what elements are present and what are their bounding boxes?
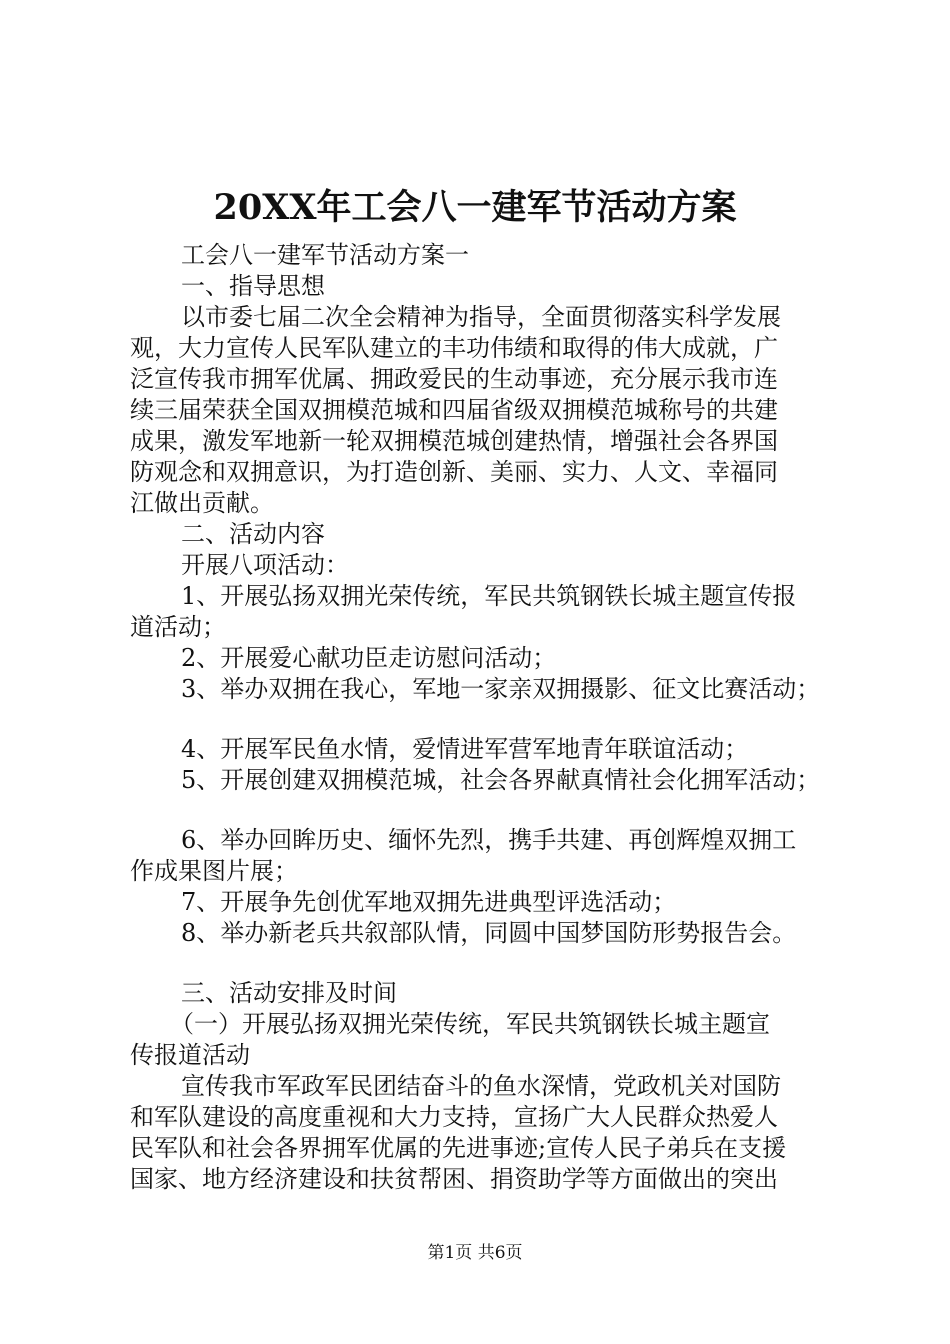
subsection-heading-continuation: 传报道活动 bbox=[130, 1041, 250, 1069]
paragraph-line: 观，大力宣传人民军队建立的丰功伟绩和取得的伟大成就，广 bbox=[130, 334, 778, 362]
paragraph-line: 成果，激发军地新一轮双拥模范城创建热情，增强社会各界国 bbox=[130, 427, 778, 455]
section-heading: 二、活动内容 bbox=[181, 520, 325, 548]
list-item: 8、举办新老兵共叙部队情，同圆中国梦国防形势报告会。 bbox=[181, 919, 797, 947]
document-body bbox=[130, 240, 835, 1195]
document-title: 20XX年工会八一建军节活动方案 bbox=[213, 187, 737, 228]
list-item: 1、开展弘扬双拥光荣传统，军民共筑钢铁长城主题宣传报 bbox=[181, 582, 797, 610]
list-item-continuation: 道活动； bbox=[130, 613, 226, 641]
paragraph-line: 宣传我市军政军民团结奋斗的鱼水深情，党政机关对国防 bbox=[181, 1072, 781, 1100]
paragraph-line: 和军队建设的高度重视和大力支持，宣扬广大人民群众热爱人 bbox=[130, 1103, 778, 1131]
paragraph-line: 以市委七届二次全会精神为指导，全面贯彻落实科学发展 bbox=[181, 303, 781, 331]
paragraph-line: 泛宣传我市拥军优属、拥政爱民的生动事迹，充分展示我市连 bbox=[130, 365, 778, 393]
paragraph-line: 工会八一建军节活动方案一 bbox=[181, 241, 469, 269]
paragraph-line: 续三届荣获全国双拥模范城和四届省级双拥模范城称号的共建 bbox=[130, 396, 778, 424]
paragraph-line: 国家、地方经济建设和扶贫帮困、捐资助学等方面做出的突出 bbox=[130, 1165, 778, 1193]
list-item: 2、开展爱心献功臣走访慰问活动； bbox=[181, 644, 557, 672]
subsection-heading: （一）开展弘扬双拥光荣传统，军民共筑钢铁长城主题宣 bbox=[170, 1010, 770, 1038]
blank-line bbox=[130, 949, 835, 978]
list-item: 7、开展争先创优军地双拥先进典型评选活动； bbox=[181, 888, 677, 916]
list-item: 6、举办回眸历史、缅怀先烈，携手共建、再创辉煌双拥工 bbox=[181, 826, 797, 854]
paragraph-line: 防观念和双拥意识，为打造创新、美丽、实力、人文、幸福同 bbox=[130, 458, 778, 486]
paragraph-line: 江做出贡献。 bbox=[130, 489, 274, 517]
blank-line bbox=[130, 705, 835, 734]
section-heading: 一、指导思想 bbox=[181, 272, 325, 300]
list-item-continuation: 作成果图片展； bbox=[130, 857, 298, 885]
paragraph-line: 民军队和社会各界拥军优属的先进事迹;宣传人民子弟兵在支援 bbox=[130, 1134, 787, 1162]
list-item: 5、开展创建双拥模范城，社会各界献真情社会化拥军活动； bbox=[181, 766, 821, 794]
list-item: 4、开展军民鱼水情，爱情进军营军地青年联谊活动； bbox=[181, 735, 749, 763]
page-footer: 第1页 共6页 bbox=[427, 1243, 523, 1263]
list-item: 3、举办双拥在我心，军地一家亲双拥摄影、征文比赛活动； bbox=[181, 675, 821, 703]
paragraph-line: 开展八项活动： bbox=[181, 551, 349, 579]
blank-line bbox=[130, 796, 835, 825]
section-heading: 三、活动安排及时间 bbox=[181, 979, 397, 1007]
